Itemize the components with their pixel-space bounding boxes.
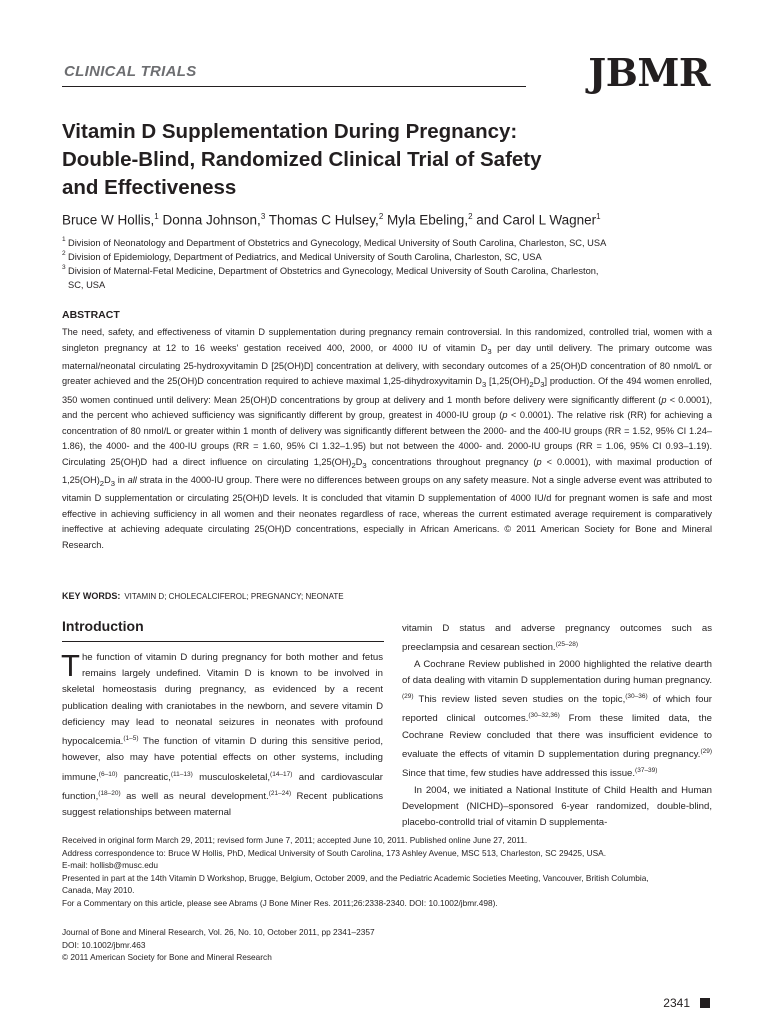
text: A Cochrane Review published in 2000 highlighted the relative dearth of data dealing with vitamin D supplementation during human pregnancy. xyxy=(402,658,712,686)
affiliation-number: 3 xyxy=(62,264,66,271)
author-name[interactable]: Donna Johnson, xyxy=(162,212,261,228)
text: From these limited data, the Cochrane Review concluded that there was insufficient evidence to evaluate the effects of vitamin D supplementation during pregnancy. xyxy=(402,713,712,761)
footnote-email[interactable]: E-mail: hollisb@musc.edu xyxy=(62,860,159,870)
reference-link[interactable]: (37–39) xyxy=(635,767,658,775)
subscript: 3 xyxy=(481,380,487,390)
abstract-fragment: in xyxy=(114,474,128,485)
italic-p: p xyxy=(502,410,508,421)
affiliation-text-continued: SC, USA xyxy=(68,280,106,290)
subscript: 3 xyxy=(110,478,115,488)
reference-link[interactable]: (25–28) xyxy=(555,641,578,649)
affiliation-number: 1 xyxy=(62,236,66,243)
italic-p: p xyxy=(661,394,667,405)
title-line: and Effectiveness xyxy=(62,176,237,199)
abstract-fragment: D xyxy=(104,474,111,485)
title-line: Double-Blind, Randomized Clinical Trial of Safety xyxy=(62,148,542,171)
footnote-line: Address correspondence to: Bruce W Hollis, PhD, Medical University of South Carolina, 173 Ashley Avenue, MSC 513, Charleston, SC 29425, USA. xyxy=(62,847,607,858)
abstract-fragment: ] production. Of the 494 women enrolled, 350 women continued until delivery: Mean 25(OH)D concentrations by group at delivery and 1 month before delivery were significantly different ( xyxy=(62,376,712,405)
title-line: Vitamin D Supplementation During Pregnancy: xyxy=(62,120,518,143)
text: pancreatic, xyxy=(117,771,171,783)
introduction-left-column xyxy=(62,650,383,822)
introduction-heading: Introduction xyxy=(62,618,144,634)
journal-logo: JBMR xyxy=(588,50,710,95)
affiliation-text: Division of Epidemiology, Department of Pediatrics, and Medical University of South Carolina, Charleston, SC, USA xyxy=(68,252,542,262)
reference-link[interactable]: (14–17) xyxy=(270,770,293,778)
author-list xyxy=(62,212,601,228)
reference-link[interactable]: (30–32,36) xyxy=(528,712,560,720)
text: and cardiovascular function, xyxy=(62,771,383,803)
abstract-fragment: [1,25(OH) xyxy=(486,376,530,387)
doi-link[interactable]: DOI: 10.1002/jbmr.463 xyxy=(62,939,146,950)
author-affiliation-ref: 2 xyxy=(468,212,473,221)
introduction-paragraph xyxy=(402,783,712,832)
reference-link[interactable]: (1–5) xyxy=(123,735,139,743)
introduction-right-column xyxy=(402,621,712,831)
page-number: 2341 xyxy=(663,996,690,1010)
citation-line: Journal of Bone and Mineral Research, Vol. 26, No. 10, October 2011, pp 2341–2357 xyxy=(62,927,375,937)
abstract-fragment: strata in the 4000-IU group. There were no differences between groups on any safety measure. Not a single adverse event was attributed to vitamin D supplementation or circulating 25(OH)D levels. It is concluded that vitamin D supplementation of 4000 IU/d for pregnant women is safe and most effective in achieving sufficiency in all women and their neonates regardless of race, whereas the current estimated average requirement is comparatively ineffective at achieving adequate circulating 25(OH)D concentrations, especially in African Americans. © 2011 American Society for Bone and Mineral Research. xyxy=(62,474,712,550)
text: he function of vitamin D during pregnancy for both mother and fetus remains largely undefined. Vitamin D is known to be involved in skeletal homeostasis during pregnancy, as evidenced by a recent publication dealing with craniotabes in the newborn, and severe vitamin D deficiency may lead to neonatal seizures in neonates with profound hypocalcemia. xyxy=(62,652,383,748)
page-marker-square xyxy=(700,998,710,1008)
article-footnotes xyxy=(62,834,722,909)
author-name[interactable]: Bruce W Hollis, xyxy=(62,212,155,228)
reference-link[interactable]: (30–36) xyxy=(625,693,648,700)
author-affiliation-ref: 1 xyxy=(596,212,601,221)
subscript: 2 xyxy=(351,460,356,470)
drop-cap: T xyxy=(61,648,80,683)
author-affiliation-ref: 1 xyxy=(154,212,159,221)
copyright-line: © 2011 American Society for Bone and Mineral Research xyxy=(62,952,272,962)
author-name[interactable]: and Carol L Wagner xyxy=(476,212,597,228)
footnote-line: For a Commentary on this article, please see Abrams (J Bone Miner Res. 2011;26:2338-2340. DOI: 10.1002/jbmr.498). xyxy=(62,897,498,908)
abstract-fragment: per day until delivery. The primary outcome was maternal/neonatal circulating 25-hydroxyvitamin D [25(OH)D] concentration at delivery, with secondary outcomes of a 25(OH)D concentration of 80 nmol/L or greater achieved and the 25(OH)D concentration required to achieve maximal 1,25-dihydroxyvitamin D xyxy=(62,342,713,387)
introduction-paragraph xyxy=(402,621,712,657)
italic-word: all xyxy=(127,474,137,485)
keywords-text: VITAMIN D; CHOLECALCIFEROL; PREGNANCY; NEONATE xyxy=(124,592,344,601)
introduction-rule xyxy=(62,641,384,642)
text: Since that time, few studies have addressed this issue. xyxy=(402,768,636,780)
affiliations xyxy=(62,236,722,292)
subscript: 3 xyxy=(362,460,367,470)
reference-link[interactable]: (6–10) xyxy=(98,770,118,778)
header-rule xyxy=(62,86,526,87)
affiliation-text: Division of Neonatology and Department of Obstetrics and Gynecology, Medical University of South Carolina, Charleston, SC, USA xyxy=(68,238,607,248)
text: of which four reported clinical outcomes. xyxy=(402,694,712,725)
journal-citation xyxy=(62,926,375,964)
author-name[interactable]: Myla Ebeling, xyxy=(387,212,469,228)
abstract-fragment: < 0.0001), with maximal production of 1,25(OH) xyxy=(62,456,712,485)
subscript: 3 xyxy=(540,380,545,390)
affiliation xyxy=(62,264,722,292)
introduction-paragraph xyxy=(62,650,383,822)
text: Recent publications suggest relationships between maternal xyxy=(62,791,383,819)
abstract-text xyxy=(62,325,712,553)
reference-link[interactable]: (21–24) xyxy=(268,790,292,797)
abstract-fragment: < 0.0001). The relative risk (RR) for achieving a concentration of 80 nmol/L or greater within 1 month of delivery was significantly different between the 2000- and the 400-IU groups (RR = 1.52, 95% CI 1.24–1.86), the 4000- and the 400-IU groups (RR = 1.60, 95% CI 1.32–1.95) but not between the 4000- and. 2000-IU groups (RR = 1.06, 95% CI 0.93–1.19). Circulating 25(OH)D had a direct influence on circulating 1,25(OH) xyxy=(62,410,712,467)
abstract-fragment: D xyxy=(355,456,363,467)
abstract-fragment: The need, safety, and effectiveness of vitamin D supplementation during pregnancy remain controversial. In this randomized, controlled trial, women with a singleton pregnancy at 12 to 16 weeks' gestation received 400, 2000, or 4000 IU of vitamin D xyxy=(62,327,712,353)
affiliation xyxy=(62,236,722,250)
abstract-fragment: < 0.0001), and the percent who achieved sufficiency was significantly different by group, greatest in 4000-IU group ( xyxy=(62,394,712,421)
text: musculoskeletal, xyxy=(192,771,271,783)
keywords xyxy=(62,591,344,601)
author-name[interactable]: Thomas C Hulsey, xyxy=(268,212,379,228)
affiliation-text: Division of Maternal-Fetal Medicine, Department of Obstetrics and Gynecology, Medical University of South Carolina, Charleston, xyxy=(68,266,599,276)
article-title xyxy=(62,118,682,202)
text: The function of vitamin D during this sensitive period, however, also may have potential effects on other systems, including immune, xyxy=(62,736,383,783)
author-affiliation-ref: 2 xyxy=(378,212,384,221)
author-affiliation-ref: 3 xyxy=(260,212,266,221)
section-label: CLINICAL TRIALS xyxy=(64,63,197,80)
reference-link[interactable]: (29) xyxy=(700,747,712,755)
footnote-line: Received in original form March 29, 2011; revised form June 7, 2011; accepted June 10, 2011. Published online June 27, 2011. xyxy=(62,835,528,845)
keywords-label: KEY WORDS: xyxy=(62,591,121,601)
italic-p: p xyxy=(536,456,542,467)
abstract-heading: ABSTRACT xyxy=(62,309,120,321)
abstract-fragment: concentrations throughout pregnancy ( xyxy=(366,456,537,467)
subscript: 2 xyxy=(529,380,534,390)
footnote-line: Presented in part at the 14th Vitamin D Workshop, Brugge, Belgium, October 2009, and the Pediatric Academic Societies Meeting, Vancouver, British Columbia, xyxy=(62,872,649,883)
abstract-fragment: D xyxy=(533,376,541,387)
affiliation xyxy=(62,250,722,264)
subscript: 3 xyxy=(487,346,492,356)
text: This review listed seven studies on the topic, xyxy=(413,694,626,706)
text: In 2004, we initiated a National Institute of Child Health and Human Development (NICHD)–sponsored 6-year randomized, double-blind, placebo-controlld trial of vitamin D supplementa- xyxy=(402,784,712,829)
introduction-paragraph xyxy=(402,657,712,783)
subscript: 2 xyxy=(99,478,105,488)
reference-link[interactable]: (29) xyxy=(402,693,414,700)
text: as well as neural development. xyxy=(120,791,269,803)
footnote-line: Canada, May 2010. xyxy=(62,885,135,895)
text: vitamin D status and adverse pregnancy outcomes such as preeclampsia and cesarean section. xyxy=(402,623,712,654)
reference-link[interactable]: (18–20) xyxy=(98,790,121,797)
reference-link[interactable]: (11–13) xyxy=(170,770,193,778)
affiliation-number: 2 xyxy=(62,250,66,257)
